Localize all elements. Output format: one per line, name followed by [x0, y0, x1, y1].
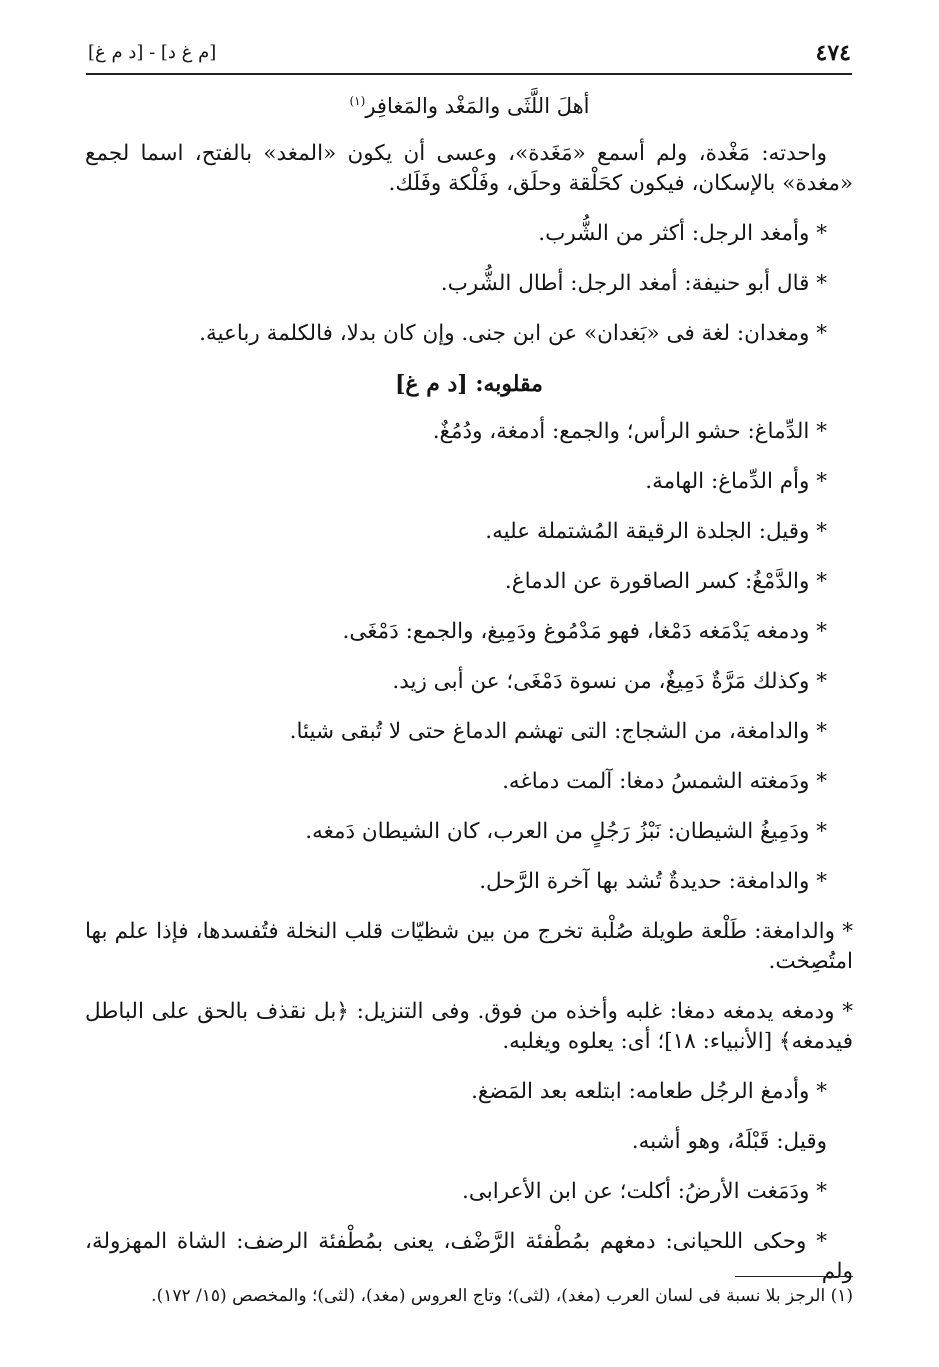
paragraph: * وأمغد الرجل: أكثر من الشُّرب.	[538, 221, 827, 246]
paragraph: * ودَمِيغُ الشيطان: نَبْزُ رَجُلٍ من العرب، كان الشيطان دَمغه.	[305, 819, 827, 844]
paragraph: * وأدمغ الرجُل طعامه: ابتلعه بعد المَضغ.	[471, 1079, 827, 1104]
page-number: ٤٧٤	[815, 40, 851, 66]
paragraph: * والدامغة، من الشجاج: التى تهشم الدماغ حتى لا تُبقى شيئا.	[289, 719, 827, 744]
paragraph: * قال أبو حنيفة: أمغد الرجل: أطال الشُّرب.	[440, 271, 827, 296]
paragraph: واحدته: مَغْدة، ولم أسمع «مَغَدة»، وعسى أن يكون «المغد» بالفتح، اسما لجمع «مغدة» بالإسكان، فيكون كحَلْقة وحلَق، وفَلْكة وفَلَك.	[85, 141, 853, 196]
header-rule	[86, 73, 852, 75]
section-subheading: مقلوبه: [د م غ]	[395, 371, 543, 397]
paragraph: * ودمغه يدمغه دمغا: غلبه وأخذه من فوق. وفى التنزيل: ﴿بل نقذف بالحق على الباطل فيدمغه﴾ [الأنبياء: ١٨]؛ أى: يعلوه ويغلبه.	[85, 999, 853, 1054]
verse-line	[0, 94, 939, 118]
paragraph: * وحكى اللحيانى: دمغهم بمُطْفئة الرَّضْف، يعنى بمُطْفئة الرضف: الشاة المهزولة، ولم	[85, 1229, 853, 1284]
paragraph: * والدامغة: حديدةٌ تُشد بها آخرة الرَّحل.	[479, 869, 827, 894]
footnote-ref: (١)	[349, 94, 366, 108]
paragraph: * ودَمَغت الأرضُ: أكلت؛ عن ابن الأعرابى.	[462, 1179, 827, 1204]
paragraph: * والدَّمْغُ: كسر الصاقورة عن الدماغ.	[504, 569, 827, 594]
paragraph: * والدامغة: طَلْعة طويلة صُلْبة تخرج من بين شظيّات قلب النخلة فتُفسدها، فإذا علم بها امتُصِخت.	[85, 919, 853, 974]
paragraph: * الدِّماغ: حشو الرأس؛ والجمع: أدمغة، ودُمُغٌ.	[432, 419, 827, 444]
running-header-codes: [م غ د] - [د م غ]	[88, 42, 217, 63]
paragraph: * وقيل: الجلدة الرقيقة المُشتملة عليه.	[485, 519, 827, 544]
paragraph: * وأم الدِّماغ: الهامة.	[645, 469, 827, 494]
paragraph: * وكذلك مَرَّةٌ دَمِيغٌ، من نسوة دَمْغَى؛ عن أبى زيد.	[392, 669, 827, 694]
footnote-rule	[735, 1276, 853, 1277]
paragraph: * ودمغه يَدْمَغه دَمْغا، فهو مَدْمُوغ ودَمِيغ، والجمع: دَمْغَى.	[342, 619, 827, 644]
paragraph: وقيل: قَبْلَهُ، وهو أشبه.	[631, 1129, 827, 1154]
body-text	[85, 139, 853, 1307]
paragraph: * ودَمغته الشمسُ دمغا: آلمت دماغه.	[502, 769, 827, 794]
verse-text: أهلَ اللَّثَى والمَغْد والمَغافِر	[365, 94, 590, 118]
footnote: (١) الرجز بلا نسبة فى لسان العرب (مغد)، (لثى)؛ وتاج العروس (مغد)، (لثى)؛ والمخصص (١٥/ ١٧٢).	[151, 1286, 853, 1306]
paragraph: * ومغدان: لغة فى «بَغدان» عن ابن جنى. وإن كان بدلا، فالكلمة رباعية.	[199, 321, 827, 346]
